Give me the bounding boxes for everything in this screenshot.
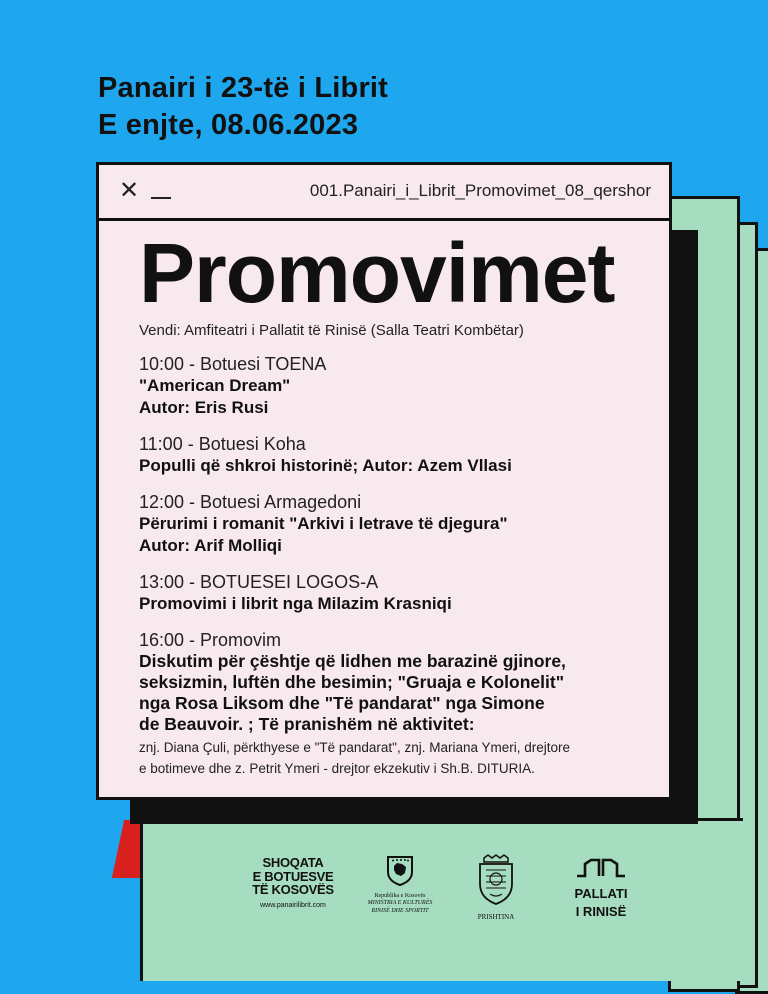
entry-participants: [139, 737, 669, 779]
shoqata-line: TË KOSOVËS: [252, 882, 334, 897]
window-filename: 001.Panairi_i_Librit_Promovimet_08_qershor: [309, 181, 651, 200]
prishtina-coat-of-arms-icon: [476, 854, 516, 906]
window-titlebar: [99, 165, 669, 221]
entry-author: Autor: Eris Rusi: [139, 398, 269, 417]
entry-description-line: seksizmin, luftën dhe besimin; "Gruaja e Kolonelit": [139, 672, 565, 692]
prishtina-label: PRISHTINA: [477, 913, 515, 921]
program-entry: [139, 433, 669, 477]
program-entry: [139, 571, 669, 615]
program-window: [96, 162, 672, 800]
pallati-line: I RINISË: [575, 904, 627, 919]
entry-title: Përurimi i romanit "Arkivi i letrave të djegura": [139, 514, 508, 533]
shoqata-logo: [248, 856, 338, 909]
shoqata-line: E BOTUESVE: [252, 868, 334, 884]
ministry-line: Republika e Kosovës: [374, 893, 426, 899]
venue: Vendi: Amfiteatri i Pallatit të Rinisë (Salla Teatri Kombëtar): [139, 322, 524, 339]
minimize-icon[interactable]: [151, 197, 171, 199]
pallati-emblem-icon: [575, 858, 627, 878]
fair-title: Panairi i 23-të i Librit: [98, 72, 389, 104]
entry-time: 16:00 - Promovim: [139, 630, 282, 650]
entry-title: "American Dream": [139, 376, 291, 395]
pallati-logo: [566, 858, 636, 919]
program-entry: [139, 353, 669, 419]
entry-description-line: Diskutim për çështje që lidhen me barazinë gjinore,: [139, 651, 566, 671]
kosovo-emblem-icon: [385, 854, 415, 886]
entry-description-line: de Beauvoir. ; Të pranishëm në aktivitet:: [139, 714, 475, 734]
window-content: [99, 226, 669, 779]
entry-time: 11:00 - Botuesi Koha: [139, 434, 306, 454]
program-entry: [139, 629, 669, 779]
prishtina-logo: [466, 854, 526, 921]
entry-time: 10:00 - Botuesi TOENA: [139, 354, 327, 374]
header: [98, 70, 388, 144]
entry-title: Populli që shkroi historinë; Autor: Azem Vllasi: [139, 456, 512, 475]
sponsor-logos: [0, 850, 768, 930]
entry-author: Autor: Arif Molliqi: [139, 536, 282, 555]
fair-date: E enjte, 08.06.2023: [98, 109, 359, 141]
pallati-line: PALLATI: [574, 886, 628, 901]
ministry-logo: [350, 854, 450, 915]
ministry-line: MINISTRIA E KULTURËS: [367, 900, 433, 906]
page-title: Promovimet: [139, 226, 615, 320]
entry-time: 12:00 - Botuesi Armagedoni: [139, 492, 362, 512]
participants-line: e botimeve dhe z. Petrit Ymeri - drejtor ekzekutiv i Sh.B. DITURIA.: [139, 761, 535, 776]
entry-time: 13:00 - BOTUESEI LOGOS-A: [139, 572, 379, 592]
shoqata-line: SHOQATA: [262, 855, 324, 870]
shoqata-url: www.panairilibrit.com: [260, 901, 326, 909]
ministry-line: RINISË DHE SPORTIT: [371, 908, 429, 914]
program-entry: [139, 491, 669, 557]
entry-description-line: nga Rosa Liksom dhe "Të pandarat" nga Simone: [139, 693, 545, 713]
participants-line: znj. Diana Çuli, përkthyese e "Të pandarat", znj. Mariana Ymeri, drejtore: [139, 740, 571, 755]
close-icon[interactable]: ✕: [119, 177, 140, 204]
entry-title: Promovimi i librit nga Milazim Krasniqi: [139, 594, 452, 613]
